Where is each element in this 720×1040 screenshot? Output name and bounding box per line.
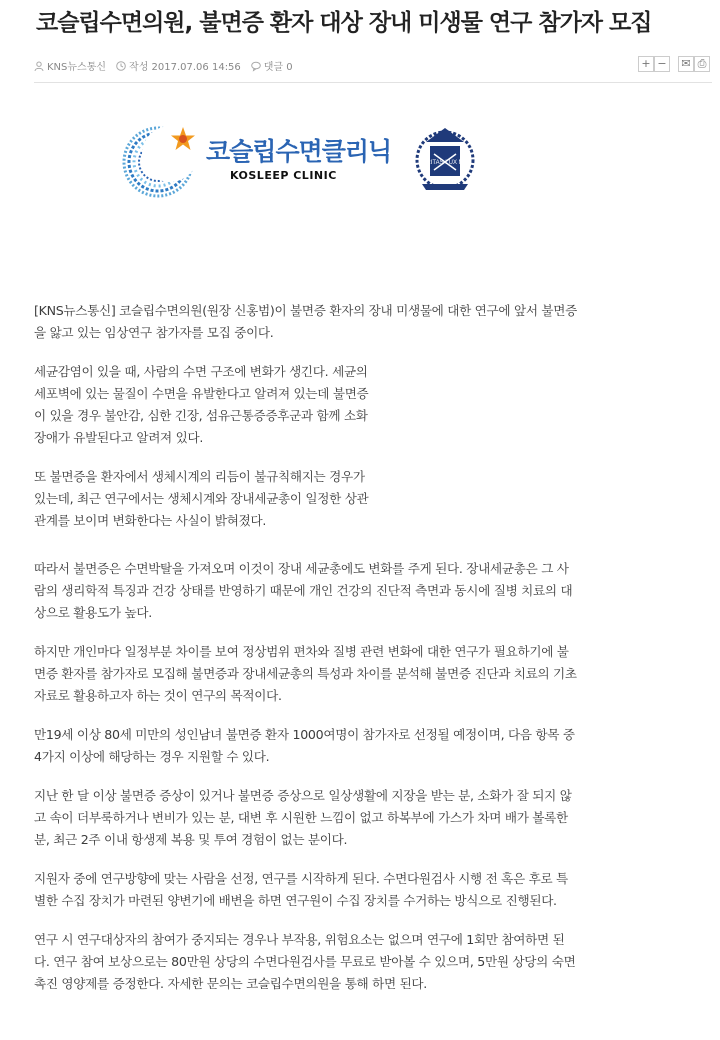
clock-icon xyxy=(116,61,126,71)
paragraph: 또 불면증을 환자에서 생체시계의 리듬이 불규칙해지는 경우가 있는데, 최근 연구에서는 생체시계와 장내세균총이 일정한 상관관계를 보이며 변화한다는 사실이 밝혀졌다. xyxy=(34,469,369,528)
article-title: 코슬립수면의원, 불면증 환자 대상 장내 미생물 연구 참가자 모집 xyxy=(36,10,652,36)
user-icon xyxy=(34,61,44,71)
article-tools xyxy=(638,56,710,72)
print-button[interactable]: ⎙ xyxy=(694,56,710,72)
paragraph: 연구 시 연구대상자의 참여가 중지되는 경우나 부작용, 위험요소는 없으며 연구에 1회만 참여하면 된다. 연구 참여 보상으로는 80만원 상당의 수면다원검사를 무료로 받아볼 수 있으며, 5만원 상당의 숙면 촉진 영양제를 증정한다. 자세한 문의는 코슬립수면의원을 통해 하면 된다. xyxy=(34,932,576,991)
font-decrease-button[interactable]: − xyxy=(654,56,670,72)
star-icon xyxy=(170,126,196,152)
divider xyxy=(34,82,712,83)
clinic-logo xyxy=(120,118,480,200)
comment-icon xyxy=(251,61,261,71)
paragraph: [KNS뉴스통신] 코슬립수면의원(원장 신홍범)이 불면증 환자의 장내 미생물에 대한 연구에 앞서 불면증을 앓고 있는 임상연구 참가자를 모집 중이다. xyxy=(34,303,578,340)
emblem-text: VERITAS LUX MEA xyxy=(418,160,472,166)
logo-korean-name: 코슬립수면클리닉 xyxy=(206,137,392,166)
publish-date: 작성 2017.07.06 14:56 xyxy=(129,62,241,73)
emblem-caption xyxy=(418,150,472,174)
paragraph: 지난 한 달 이상 불면증 증상이 있거나 불면증 증상으로 일상생활에 지장을 받는 분, 소화가 잘 되지 않고 속이 더부룩하거나 변비가 있는 분, 대변 후 시원한 느낌이 없고 하복부에 가스가 차며 배가 볼록한 분, 최근 2주 이내 항생제 복용 및 투여 경험이 없는 분이다. xyxy=(34,788,572,847)
author-name: KNS뉴스통신 xyxy=(47,62,107,73)
paragraph: 따라서 불면증은 수면박탈을 가져오며 이것이 장내 세균총에도 변화를 주게 된다. 장내세균총은 그 사람의 생리학적 특징과 건강 상태를 반영하기 때문에 개인 건강의 진단적 측면과 동시에 질병 치료의 대상으로 활용도가 높다. xyxy=(34,561,573,620)
author-info xyxy=(34,58,106,73)
comment-count: 댓글 0 xyxy=(263,62,293,73)
article-body xyxy=(34,300,579,1012)
logo-english-name: KOSLEEP CLINIC xyxy=(230,169,337,182)
email-button[interactable]: ✉ xyxy=(678,56,694,72)
paragraph: 만19세 이상 80세 미만의 성인남녀 불면증 환자 1000여명이 참가자로 선정될 예정이며, 다음 항목 중 4가지 이상에 해당하는 경우 지원할 수 있다. xyxy=(34,727,575,764)
paragraph: 지원자 중에 연구방향에 맞는 사람을 선정, 연구를 시작하게 된다. 수면다원검사 시행 전 혹은 후로 특별한 수집 장치가 마련된 양변기에 배변을 하면 연구원이 수집 장치를 수거하는 방식으로 진행된다. xyxy=(34,871,568,908)
comment-info[interactable] xyxy=(251,58,293,73)
font-increase-button[interactable]: + xyxy=(638,56,654,72)
paragraph: 하지만 개인마다 일정부분 차이를 보여 정상범위 편차와 질병 관련 변화에 대한 연구가 필요하기에 불면증 환자를 참가자로 모집해 불면증과 장내세균총의 특성과 차이를 분석해 불면증 진단과 치료의 기초 자료로 활용하고자 하는 것이 연구의 목적이다. xyxy=(34,644,577,703)
article-meta xyxy=(34,58,303,73)
date-info xyxy=(116,58,241,73)
paragraph: 세균감염이 있을 때, 사람의 수면 구조에 변화가 생긴다. 세균의 세포벽에 있는 물질이 수면을 유발한다고 알려져 있는데 불면증이 있을 경우 불안감, 심한 긴장, 섬유근통증증후군과 함께 소화 장애가 유발된다고 알려져 있다. xyxy=(34,364,369,445)
